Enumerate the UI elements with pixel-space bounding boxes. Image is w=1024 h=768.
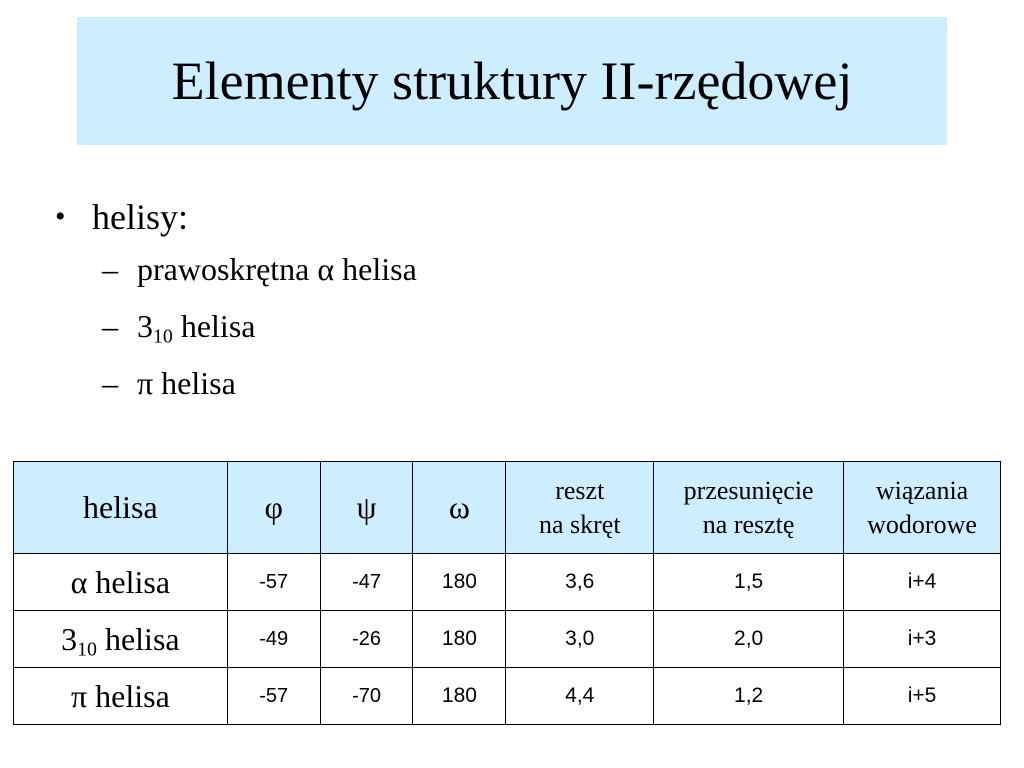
sub-bullet-prefix: 3: [137, 308, 153, 344]
cell-hbonds: i+4: [844, 554, 1001, 611]
bullet-main-text: helisy:: [92, 197, 188, 237]
sub-bullet-text: π helisa: [137, 365, 236, 401]
sub-bullet-text: prawoskrętna α helisa: [137, 251, 417, 287]
header-shift-line2: na resztę: [702, 509, 795, 539]
cell-hbonds: i+5: [844, 668, 1001, 725]
sub-bullet-dash: –: [102, 251, 118, 287]
cell-psi: -26: [320, 611, 413, 668]
row-helix-name: α helisa: [14, 554, 228, 611]
header-phi: φ: [227, 462, 320, 554]
table-row: [14, 554, 1001, 611]
cell-psi: -47: [320, 554, 413, 611]
title-banner: [77, 17, 947, 145]
bullet-main-item: [55, 193, 755, 241]
helix-parameters-table: [13, 461, 1001, 725]
header-residues-per-turn: [506, 462, 654, 554]
cell-shift: 1,5: [654, 554, 844, 611]
sub-bullet-dash: –: [102, 365, 118, 401]
cell-phi: -57: [227, 668, 320, 725]
cell-phi: -57: [227, 554, 320, 611]
sub-bullet-subscript: 10: [153, 325, 173, 348]
cell-shift: 2,0: [654, 611, 844, 668]
row-helix-name: π helisa: [14, 668, 228, 725]
cell-residues: 3,0: [506, 611, 654, 668]
cell-phi: -49: [227, 611, 320, 668]
bullet-dot: •: [55, 200, 66, 233]
header-residues-line1: reszt: [555, 475, 605, 505]
header-shift-per-residue: [654, 462, 844, 554]
sub-bullet-list: [55, 251, 755, 422]
sub-bullet-suffix: helisa: [172, 308, 256, 344]
cell-residues: 3,6: [506, 554, 654, 611]
table-row: [14, 668, 1001, 725]
sub-bullet-dash: –: [102, 308, 118, 344]
header-shift-line1: przesunięcie: [683, 475, 814, 505]
row-helix-name: [14, 611, 228, 668]
sub-bullet-pi: [55, 365, 755, 422]
header-hbonds-line2: wodorowe: [867, 509, 977, 539]
sub-bullet-alpha: [55, 251, 755, 308]
cell-omega: 180: [413, 554, 506, 611]
sub-bullet-3-10: [55, 308, 755, 365]
cell-shift: 1,2: [654, 668, 844, 725]
header-residues-line2: na skręt: [538, 509, 621, 539]
header-hbonds-line1: wiązania: [875, 475, 969, 505]
table-row: [14, 611, 1001, 668]
row-name-prefix: 3: [61, 620, 78, 657]
header-hydrogen-bonds: [844, 462, 1001, 554]
header-omega: ω: [413, 462, 506, 554]
cell-omega: 180: [413, 611, 506, 668]
table-header-row: [14, 462, 1001, 554]
cell-residues: 4,4: [506, 668, 654, 725]
header-psi: ψ: [320, 462, 413, 554]
row-name-subscript: 10: [77, 638, 97, 661]
header-helix: helisa: [14, 462, 228, 554]
slide-title: Elementy struktury II-rzędowej: [171, 51, 853, 111]
bullet-list: [55, 193, 755, 422]
cell-hbonds: i+3: [844, 611, 1001, 668]
cell-omega: 180: [413, 668, 506, 725]
cell-psi: -70: [320, 668, 413, 725]
row-name-suffix: helisa: [96, 620, 180, 657]
